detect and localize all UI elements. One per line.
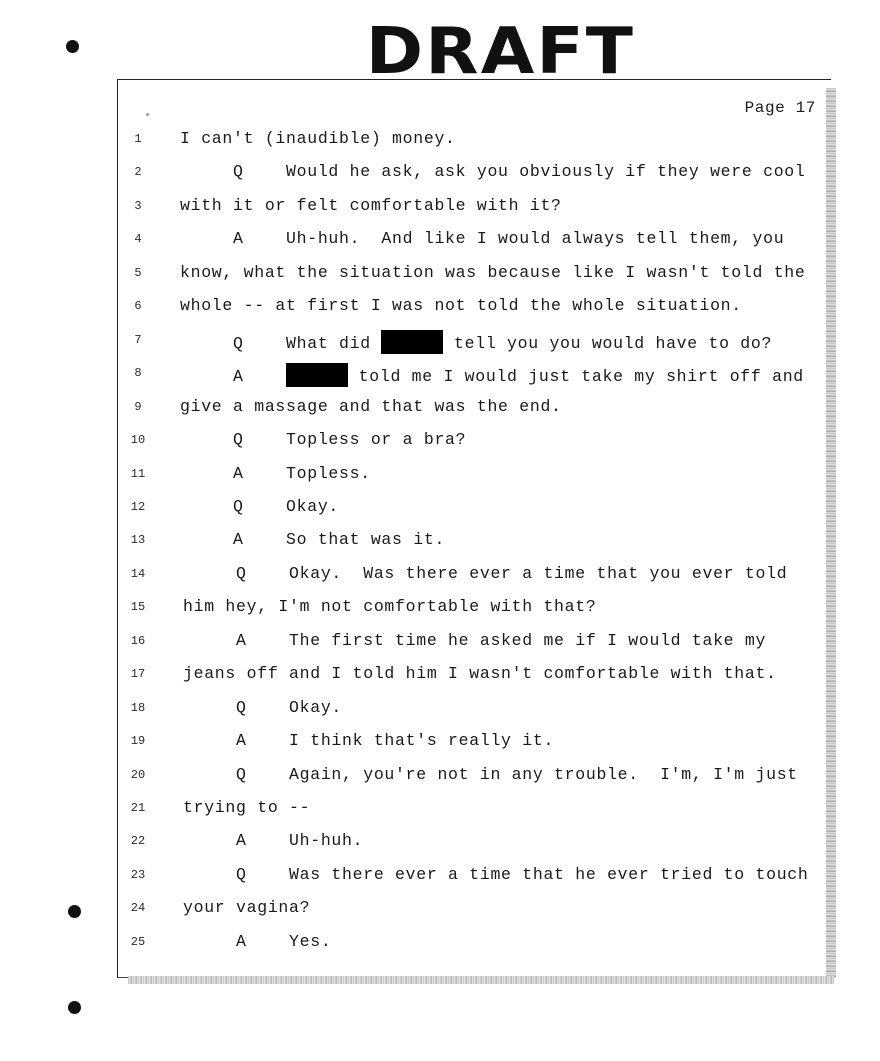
transcript-line-text: with it or felt comfortable with it? <box>180 196 562 215</box>
transcript-line-text: A Yes. <box>183 932 332 951</box>
transcript-line <box>180 330 772 354</box>
transcript-line <box>180 162 806 181</box>
transcript-line-text: him hey, I'm not comfortable with that? <box>183 597 597 616</box>
transcript-line-text: A <box>180 367 287 386</box>
transcript-line-text: A So that was it. <box>180 530 446 549</box>
transcript-line <box>183 564 787 583</box>
transcript-line <box>183 765 798 784</box>
transcript-line <box>180 196 562 215</box>
line-number: 1 <box>134 132 142 146</box>
transcript-line <box>180 397 562 416</box>
punch-hole-middle <box>68 905 81 918</box>
transcript-line <box>183 932 331 951</box>
line-number: 15 <box>130 600 146 614</box>
transcript-line-text: Q Topless or a bra? <box>180 430 467 449</box>
line-number: 17 <box>130 667 146 681</box>
line-number: 8 <box>134 366 142 380</box>
transcript-line <box>180 530 445 549</box>
transcript-line <box>183 898 310 917</box>
transcript-line-text: A Topless. <box>180 464 371 483</box>
redaction-bar <box>286 363 348 387</box>
page-number-label: Page 17 <box>744 99 816 117</box>
transcript-line-text: told me I would just take my shirt off and <box>348 367 804 386</box>
line-number: 24 <box>130 901 146 915</box>
line-number: 9 <box>134 400 142 414</box>
transcript-line-text: A The first time he asked me if I would take my <box>183 631 767 650</box>
line-number: 6 <box>134 299 142 313</box>
transcript-line <box>183 831 363 850</box>
transcript-line-text: whole -- at first I was not told the whole situation. <box>180 296 742 315</box>
line-number: 4 <box>134 232 142 246</box>
scan-speck <box>146 113 149 116</box>
line-number: 25 <box>130 935 146 949</box>
line-number: 13 <box>130 533 146 547</box>
line-number: 3 <box>134 199 142 213</box>
redaction-bar <box>381 330 443 354</box>
line-number: 14 <box>130 567 146 581</box>
transcript-line <box>183 597 596 616</box>
transcript-line-text: trying to -- <box>183 798 311 817</box>
line-number: 12 <box>130 500 146 514</box>
draft-stamp: DRAFT <box>365 15 636 89</box>
line-number: 2 <box>134 165 142 179</box>
page-edge-shadow-right <box>826 88 836 978</box>
transcript-line-text: Q What did <box>180 334 382 353</box>
transcript-line-text: Q Was there ever a time that he ever tried to touch <box>183 865 809 884</box>
transcript-line <box>180 464 371 483</box>
line-number: 20 <box>130 768 146 782</box>
transcript-line-text: Q Okay. <box>180 497 340 516</box>
transcript-line <box>183 798 310 817</box>
line-number: 5 <box>134 266 142 280</box>
line-number: 16 <box>130 634 146 648</box>
transcript-line-text: Q Would he ask, ask you obviously if they were cool <box>180 162 806 181</box>
transcript-line-text: know, what the situation was because like I wasn't told the <box>180 263 806 282</box>
transcript-line <box>180 497 339 516</box>
transcript-line <box>183 631 766 650</box>
transcript-line-text: I can't (inaudible) money. <box>180 129 456 148</box>
transcript-line <box>183 698 342 717</box>
transcript-line <box>180 296 742 315</box>
transcript-line-text: A Uh-huh. And like I would always tell them, you <box>180 229 785 248</box>
transcript-line-text: your vagina? <box>183 898 311 917</box>
transcript-line-text: Q Okay. <box>183 698 343 717</box>
page-edge-shadow-bottom <box>128 976 834 984</box>
line-number: 18 <box>130 701 146 715</box>
transcript-line <box>183 865 809 884</box>
transcript-line <box>180 229 784 248</box>
transcript-line <box>183 731 554 750</box>
transcript-line-text: jeans off and I told him I wasn't comfortable with that. <box>183 664 777 683</box>
line-number: 11 <box>130 467 146 481</box>
transcript-line-text: give a massage and that was the end. <box>180 397 562 416</box>
line-number: 21 <box>130 801 146 815</box>
transcript-line <box>180 129 456 148</box>
punch-hole-bottom <box>68 1001 81 1014</box>
transcript-line-text: A Uh-huh. <box>183 831 364 850</box>
line-number: 19 <box>130 734 146 748</box>
transcript-line <box>180 263 806 282</box>
line-number: 23 <box>130 868 146 882</box>
line-number: 22 <box>130 834 146 848</box>
punch-hole-top <box>66 40 79 53</box>
line-number: 7 <box>134 333 142 347</box>
transcript-line <box>183 664 777 683</box>
transcript-line-text: Q Okay. Was there ever a time that you ever told <box>183 564 788 583</box>
transcript-line-text: tell you you would have to do? <box>443 334 773 353</box>
transcript-line <box>180 430 466 449</box>
transcript-line <box>180 363 804 387</box>
line-number: 10 <box>130 433 146 447</box>
transcript-line-text: A I think that's really it. <box>183 731 555 750</box>
transcript-line-text: Q Again, you're not in any trouble. I'm, I'm just <box>183 765 798 784</box>
